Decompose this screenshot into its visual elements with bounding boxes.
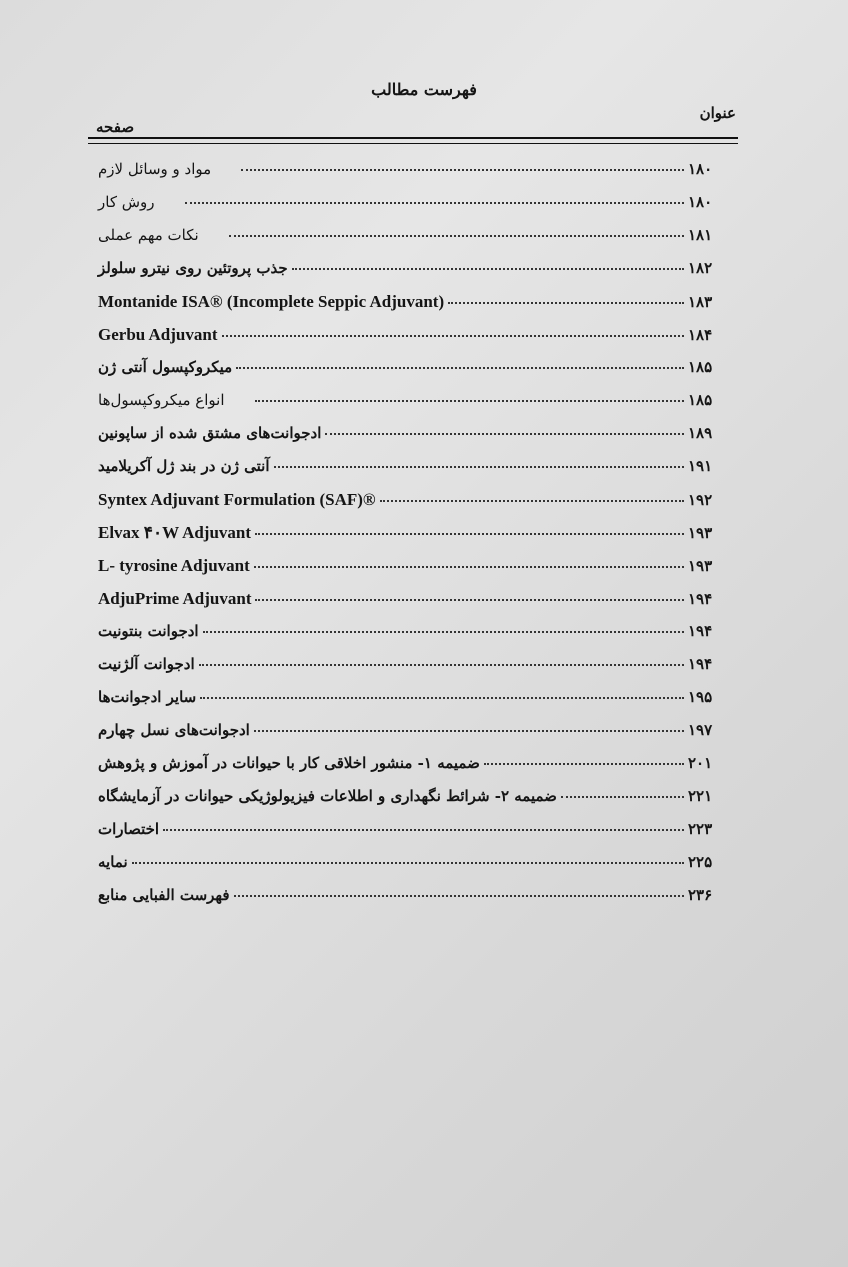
toc-entry-title: میکروکپسول آنتی ژن <box>98 358 233 376</box>
toc-entry-title: Syntex Adjuvant Formulation (SAF)® <box>98 490 376 509</box>
toc-entry <box>98 721 738 754</box>
toc-entry-page: ۱۸۱ <box>688 226 713 244</box>
toc-entry <box>98 193 738 226</box>
toc-entry-title: Montanide ISA® (Incomplete Seppic Adjuvant) <box>98 292 445 311</box>
toc-entry-page: ۱۸۵ <box>688 391 713 409</box>
dot-leader <box>484 763 684 765</box>
toc-entry <box>98 820 738 853</box>
toc-entry-page: ۲۳۶ <box>688 886 713 904</box>
dot-leader <box>132 862 684 864</box>
toc-entry <box>98 754 738 787</box>
header-rule-thick <box>88 137 738 139</box>
toc-entry-title: اختصارات <box>98 820 160 838</box>
toc-entry <box>98 490 738 523</box>
dot-leader <box>255 533 684 535</box>
toc-entry <box>98 688 738 721</box>
toc-entry <box>98 655 738 688</box>
toc-entry-title: فهرست الفبایی منابع <box>98 886 230 904</box>
toc-entry-title: سایر ادجوانت‌ها <box>98 688 197 706</box>
dot-leader <box>200 697 684 699</box>
toc-entry-page: ۱۹۱ <box>688 457 713 475</box>
toc-entry-page: ۱۹۴ <box>688 655 713 673</box>
dot-leader <box>254 566 684 568</box>
dot-leader <box>380 500 684 502</box>
column-page-heading: صفحه <box>96 118 135 136</box>
toc-entry <box>98 325 738 358</box>
toc-entry-page: ۱۸۴ <box>688 326 713 344</box>
toc-entry-page: ۱۹۳ <box>688 524 713 542</box>
toc-entry-page: ۱۸۵ <box>688 358 713 376</box>
toc-entry-title: ادجوانت‌های مشتق شده از ساپونین <box>98 424 322 442</box>
dot-leader <box>241 169 684 171</box>
toc-entry-page: ۱۹۴ <box>688 590 713 608</box>
toc-entry <box>98 787 738 820</box>
toc-entry <box>98 622 738 655</box>
toc-entry-title: جذب پروتئین روی نیترو سلولز <box>98 259 288 277</box>
toc-entry-page: ۱۹۲ <box>688 491 713 509</box>
toc-entry-title: ضمیمه ۲- شرائط نگهداری و اطلاعات فیزیولوژیکی حیوانات در آزمایشگاه <box>98 787 557 805</box>
toc-entry-title: ادجوانت‌های نسل چهارم <box>98 721 250 739</box>
toc-entry-title: مواد و وسائل لازم <box>98 160 212 178</box>
toc-entry <box>98 424 738 457</box>
toc-entry <box>98 160 738 193</box>
toc-entry-page: ۱۸۰ <box>688 160 713 178</box>
dot-leader <box>274 466 684 468</box>
toc-entry <box>98 292 738 325</box>
toc-entry <box>98 457 738 490</box>
toc-entry <box>98 886 738 919</box>
dot-leader <box>292 268 684 270</box>
dot-leader <box>199 664 684 666</box>
toc-entry <box>98 853 738 886</box>
toc-entry-page: ۱۸۳ <box>688 293 713 311</box>
toc-entry-title: ضمیمه ۱- منشور اخلاقی کار با حیوانات در آموزش و پژوهش <box>98 754 480 772</box>
dot-leader <box>163 829 684 831</box>
toc-entry-title: AdjuPrime Adjuvant <box>98 589 252 608</box>
toc-entry-title: آنتی ژن در بند ژل آکریلامید <box>98 457 270 475</box>
toc-entry <box>98 523 738 556</box>
toc-entry-title: روش کار <box>98 193 155 211</box>
toc-entry <box>98 556 738 589</box>
toc-entry-page: ۲۰۱ <box>688 754 713 772</box>
dot-leader <box>234 895 685 897</box>
page-title: فهرست مطالب <box>371 80 477 99</box>
dot-leader <box>255 599 684 601</box>
toc-entry-title: نمایه <box>98 853 128 871</box>
toc-entry-title: Gerbu Adjuvant <box>98 325 218 344</box>
dot-leader <box>561 796 684 798</box>
dot-leader <box>448 302 684 304</box>
toc-entry-title: L- tyrosine Adjuvant <box>98 556 250 575</box>
dot-leader <box>229 235 684 237</box>
toc-entry-title: نکات مهم عملی <box>98 226 199 244</box>
toc-entry <box>98 391 738 424</box>
toc-entry-page: ۱۹۴ <box>688 622 713 640</box>
dot-leader <box>255 400 684 402</box>
toc-entry-title: ادجوانت بنتونیت <box>98 622 199 640</box>
toc-entry-page: ۱۹۵ <box>688 688 713 706</box>
dot-leader <box>236 367 684 369</box>
dot-leader <box>254 730 684 732</box>
dot-leader <box>185 202 684 204</box>
toc-entry-page: ۱۹۷ <box>688 721 713 739</box>
header-rule-thin <box>88 143 738 144</box>
toc-entry-title: انواع میکروکپسول‌ها <box>98 391 225 409</box>
toc-entry-title: Elvax ۴۰W Adjuvant <box>98 523 252 542</box>
toc-entry-page: ۱۸۲ <box>688 259 713 277</box>
table-of-contents <box>98 160 738 919</box>
toc-entry <box>98 259 738 292</box>
dot-leader <box>325 433 684 435</box>
column-title-heading: عنوان <box>699 104 736 122</box>
toc-entry <box>98 226 738 259</box>
toc-entry-page: ۱۹۳ <box>688 557 713 575</box>
toc-entry <box>98 589 738 622</box>
toc-entry-page: ۲۲۱ <box>688 787 713 805</box>
dot-leader <box>222 335 685 337</box>
toc-entry <box>98 358 738 391</box>
toc-entry-page: ۱۸۰ <box>688 193 713 211</box>
toc-entry-page: ۲۲۳ <box>688 820 713 838</box>
toc-entry-page: ۱۸۹ <box>688 424 713 442</box>
dot-leader <box>203 631 684 633</box>
toc-entry-page: ۲۲۵ <box>688 853 713 871</box>
toc-entry-title: ادجوانت آلژنیت <box>98 655 195 673</box>
